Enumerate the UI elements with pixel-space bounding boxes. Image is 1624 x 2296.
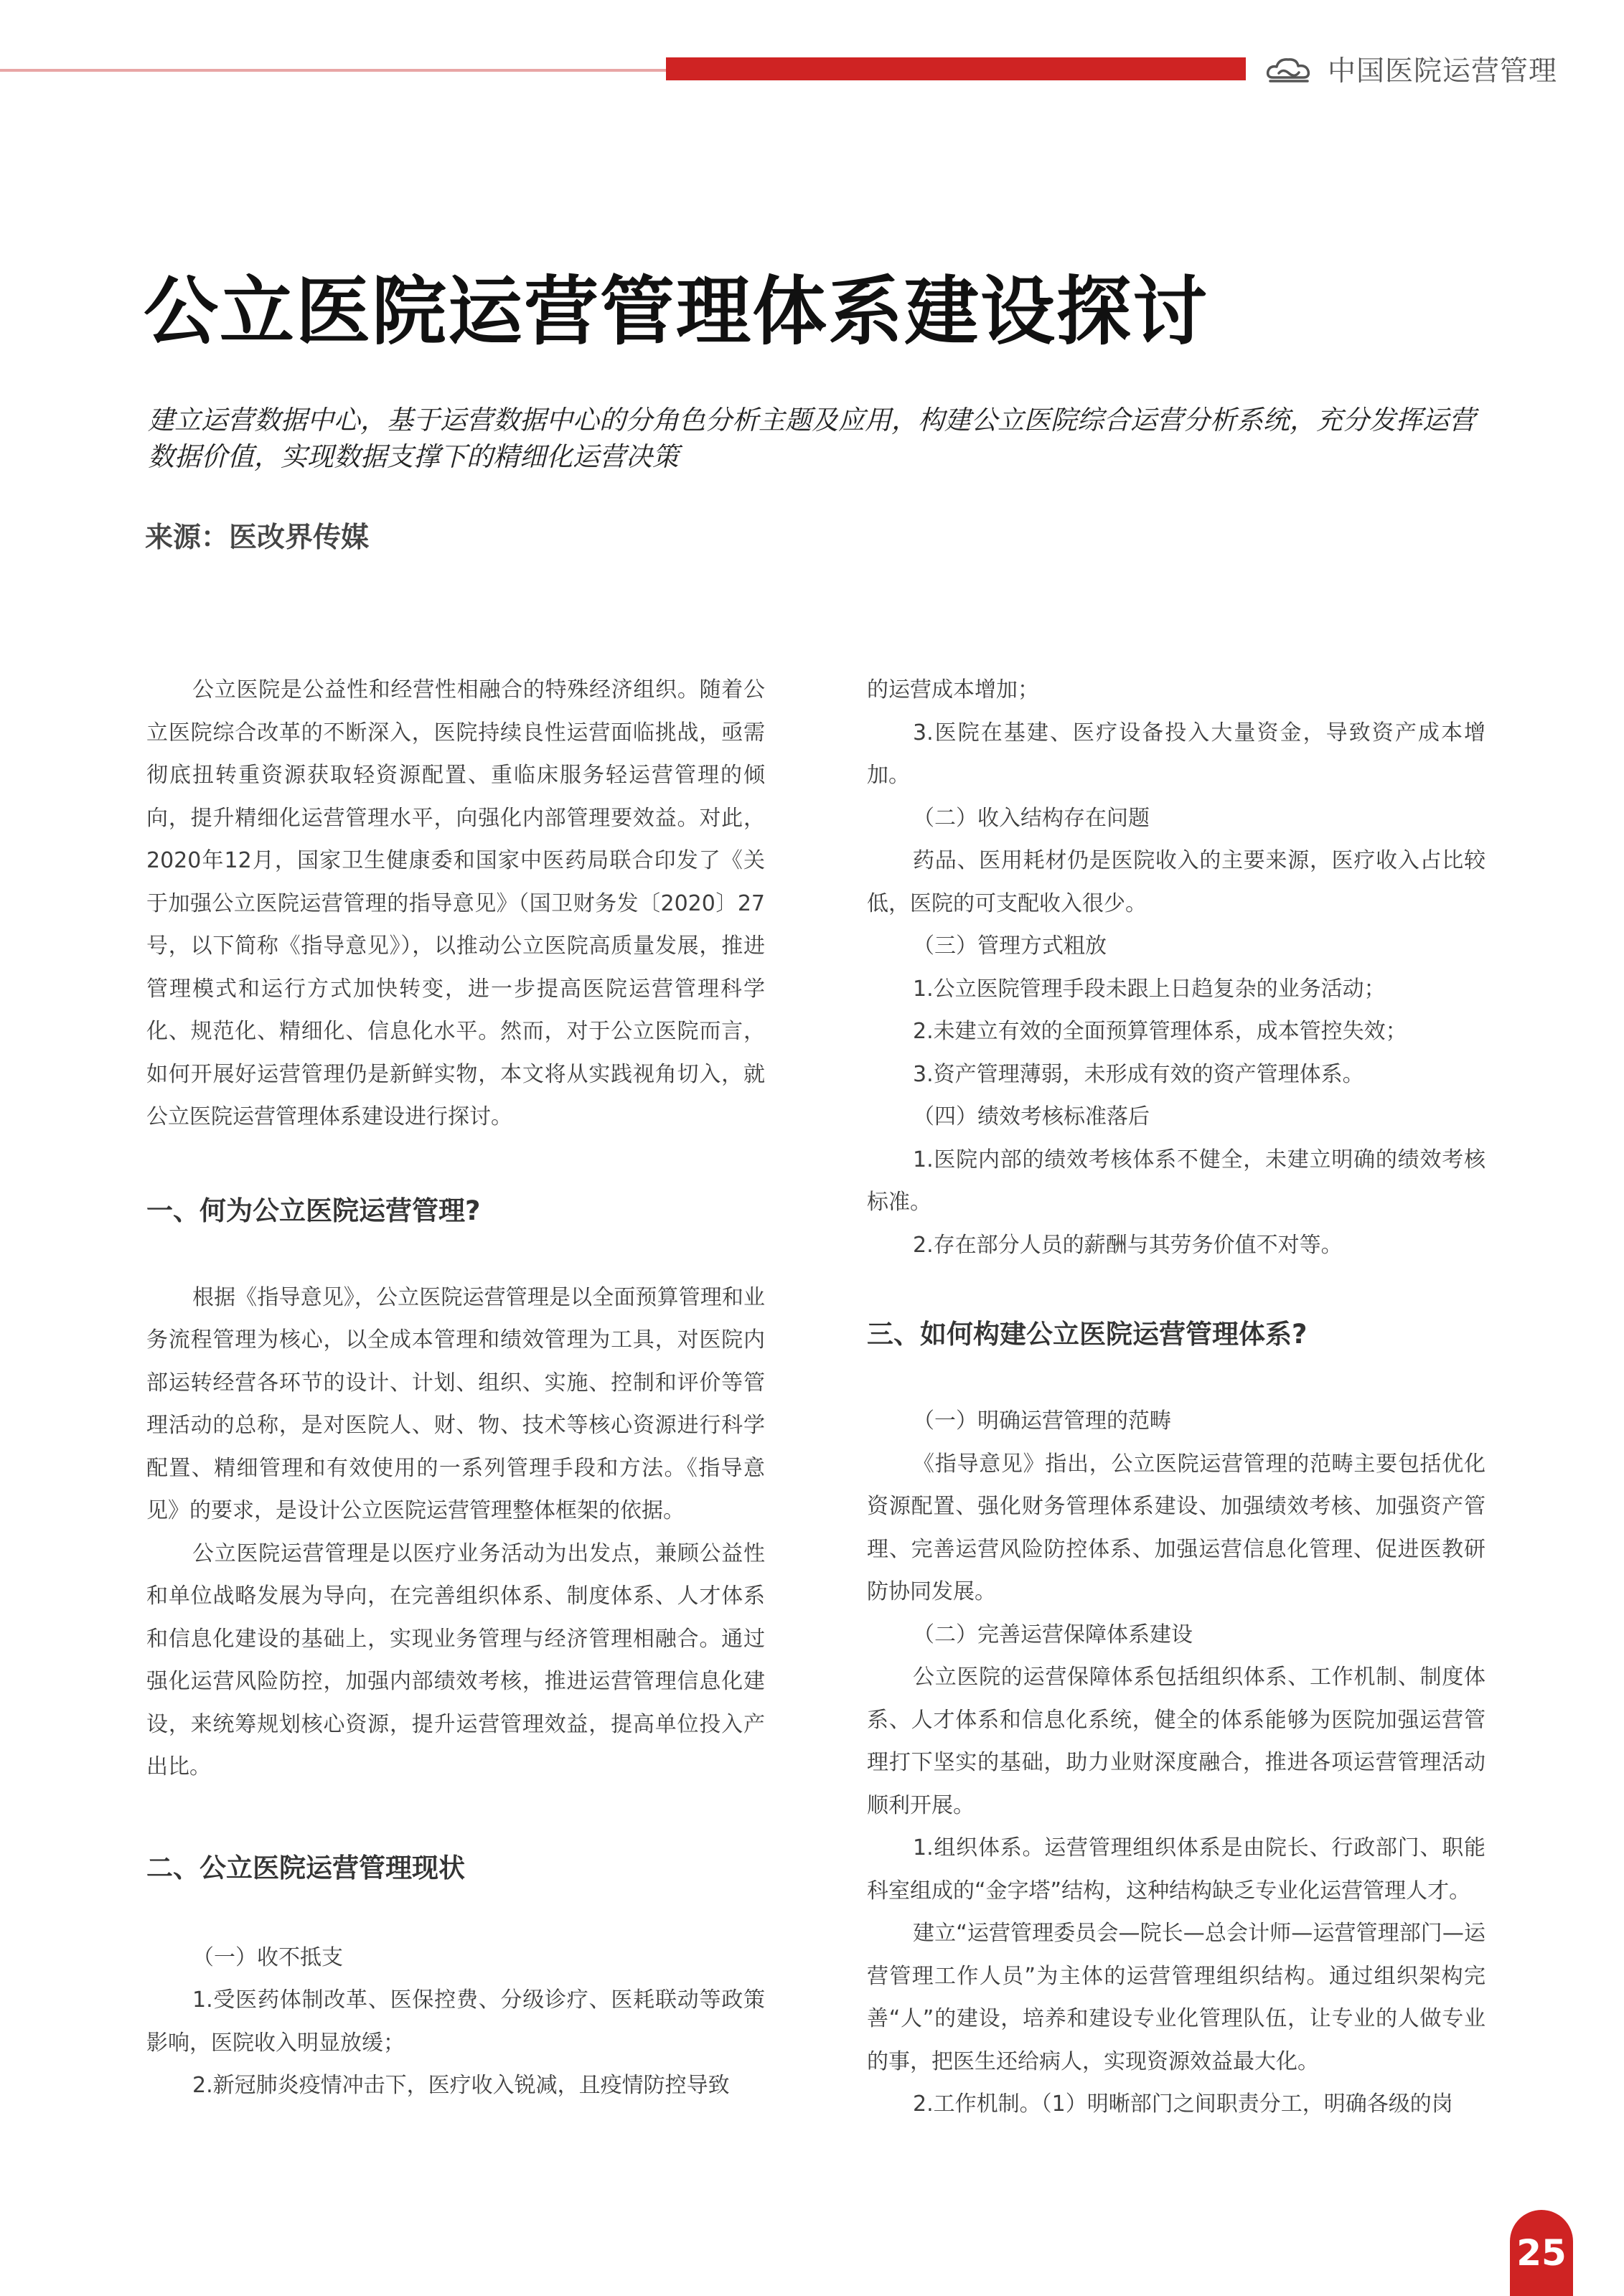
cloud-logo-icon <box>1264 55 1313 83</box>
page-number-badge: 25 <box>1510 2210 1573 2296</box>
list-item: 1.受医药体制改革、医保控费、分级诊疗、医耗联动等政策影响，医院收入明显放缓； <box>146 1987 765 2056</box>
subheading: （四）绩效考核标准落后 <box>913 1104 1150 1129</box>
brand-name: 中国医院运营管理 <box>1328 55 1558 88</box>
list-item: 1.医院内部的绩效考核体系不健全，未建立明确的绩效考核标准。 <box>867 1147 1485 1215</box>
list-item: 3.资产管理薄弱，未形成有效的资产管理体系。 <box>913 1061 1364 1087</box>
list-item: 2.工作机制。（1）明晰部门之间职责分工，明确各级的岗 <box>913 2092 1453 2117</box>
right-column <box>867 669 1485 2126</box>
left-column <box>146 669 765 2107</box>
intro-paragraph: 公立医院是公益性和经营性相融合的特殊经济组织。随着公立医院综合改革的不断深入，医院持续良性运营面临挑战，亟需彻底扭转重资源获取轻资源配置、重临床服务轻运营管理的倾向，提升精细化运营管理水平，向强化内部管理要效益。对此，2020年12月，国家卫生健康委和国家中医药局联合印发了《关于加强公立医院运营管理的指导意见》（国卫财务发〔2020〕27号，以下简称《指导意见》），以推动公立医院高质量发展，推进管理模式和运行方式加快转变，进一步提高医院运营管理科学化、规范化、精细化、信息化水平。然而，对于公立医院而言，如何开展好运营管理仍是新鲜实物，本文将从实践视角切入，就公立医院运营管理体系建设进行探讨。 <box>146 677 765 1129</box>
article-source: 来源：医改界传媒 <box>145 522 370 554</box>
paragraph: 公立医院的运营保障体系包括组织体系、工作机制、制度体系、人才体系和信息化系统，健全的体系能够为医院加强运营管理打下坚实的基础，助力业财深度融合，推进各项运营管理活动顺利开展。 <box>867 1665 1485 1818</box>
section-heading-1: 一、何为公立医院运营管理? <box>146 1195 481 1226</box>
paragraph: 《指导意见》指出，公立医院运营管理的范畴主要包括优化资源配置、强化财务管理体系建设、加强绩效考核、加强资产管理、完善运营风险防控体系、加强运营信息化管理、促进医教研防协同发展。 <box>867 1451 1485 1604</box>
list-item: 2.存在部分人员的薪酬与其劳务价值不对等。 <box>913 1232 1343 1258</box>
subheading: （一）明确运营管理的范畴 <box>913 1408 1171 1434</box>
article-title: 公立医院运营管理体系建设探讨 <box>144 268 1209 355</box>
list-item: 1.公立医院管理手段未跟上日趋复杂的业务活动； <box>913 976 1386 1002</box>
subheading: （一）收不抵支 <box>192 1944 343 1970</box>
list-item: 1.组织体系。运营管理组织体系是由院长、行政部门、职能科室组成的“金字塔”结构，这种结构缺乏专业化运营管理人才。 <box>867 1835 1485 1904</box>
subheading: （三）管理方式粗放 <box>913 933 1107 959</box>
list-item: 2.未建立有效的全面预算管理体系，成本管控失效； <box>913 1019 1407 1044</box>
header-brand <box>1264 49 1557 89</box>
subheading: （二）收入结构存在问题 <box>913 805 1150 831</box>
paragraph: 药品、医用耗材仍是医院收入的主要来源，医疗收入占比较低，医院的可支配收入很少。 <box>867 848 1485 916</box>
article-subtitle: 建立运营数据中心，基于运营数据中心的分角色分析主题及应用，构建公立医院综合运营分析系统，充分发挥运营数据价值，实现数据支撑下的精细化运营决策 <box>148 405 1475 472</box>
list-item: 2.新冠肺炎疫情冲击下，医疗收入锐减，且疫情防控导致 <box>192 2073 730 2098</box>
list-item: 3.医院在基建、医疗设备投入大量资金，导致资产成本增加。 <box>867 720 1485 788</box>
paragraph: 根据《指导意见》，公立医院运营管理是以全面预算管理和业务流程管理为核心，以全成本管理和绩效管理为工具，对医院内部运转经营各环节的设计、计划、组织、实施、控制和评价等管理活动的总称，是对医院人、财、物、技术等核心资源进行科学配置、精细管理和有效使用的一系列管理手段和方法。《指导意见》的要求，是设计公立医院运营管理整体框架的依据。 <box>146 1284 765 1523</box>
paragraph: 建立“运营管理委员会—院长—总会计师—运营管理部门—运营管理工作人员”为主体的运营管理组织结构。通过组织架构完善“人”的建设，培养和建设专业化管理队伍，让专业的人做专业的事，把医生还给病人，实现资源效益最大化。 <box>867 1921 1485 2074</box>
section-heading-2: 二、公立医院运营管理现状 <box>146 1852 465 1883</box>
paragraph: 公立医院运营管理是以医疗业务活动为出发点，兼顾公益性和单位战略发展为导向，在完善组织体系、制度体系、人才体系和信息化建设的基础上，实现业务管理与经济管理相融合。通过强化运营风险防控，加强内部绩效考核，推进运营管理信息化建设，来统筹规划核心资源，提升运营管理效益，提高单位投入产出比。 <box>146 1540 765 1779</box>
header-rule-light <box>0 69 667 72</box>
paragraph-continued: 的运营成本增加； <box>867 677 1039 702</box>
header-rule-accent <box>666 57 1246 80</box>
section-heading-3: 三、如何构建公立医院运营管理体系? <box>867 1319 1308 1350</box>
subheading: （二）完善运营保障体系建设 <box>913 1622 1193 1647</box>
